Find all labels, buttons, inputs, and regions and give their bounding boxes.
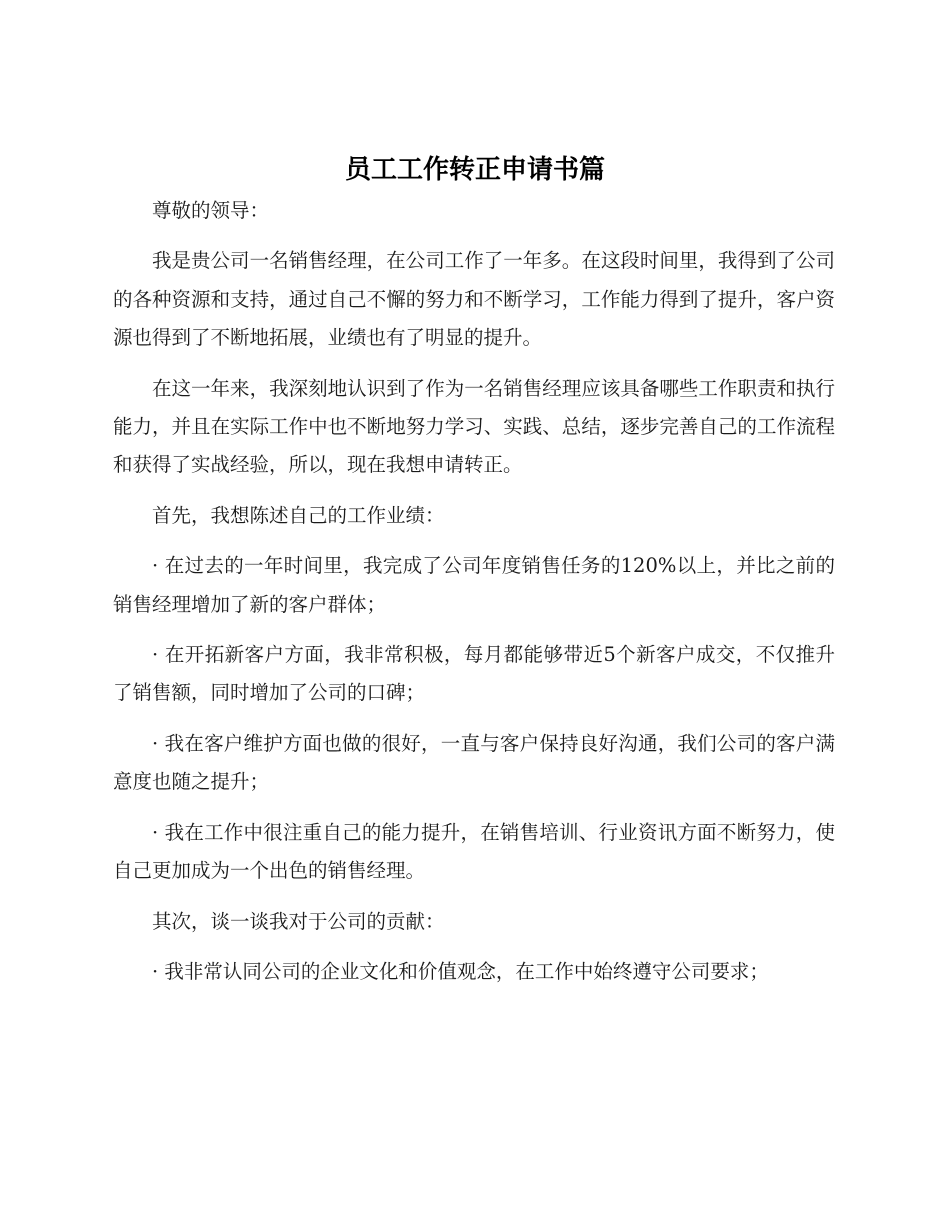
performance-heading: 首先，我想陈述自己的工作业绩： <box>152 503 445 527</box>
contribution-heading: 其次，谈一谈我对于公司的贡献： <box>152 909 445 933</box>
salutation: 尊敬的领导： <box>152 199 270 222</box>
intro-paragraph: 我是贵公司一名销售经理，在公司工作了一年多。在这段时间里，我得到了公司的各种资源和支持，通过自己不懈的努力和不断学习，工作能力得到了提升，客户资源也得到了不断地拓展，业绩也有了明显的提升。 <box>113 249 835 350</box>
document-title: 员工工作转正申请书篇 <box>344 155 605 185</box>
reason-paragraph: 在这一年来，我深刻地认识到了作为一名销售经理应该具备哪些工作职责和执行能力，并且在实际工作中也不断地努力学习、实践、总结，逐步完善自己的工作流程和获得了实战经验，所以，现在我想申请转正。 <box>113 376 835 477</box>
performance-item: · 在开拓新客户方面，我非常积极，每月都能够带近5个新客户成交，不仅推升了销售额，同时增加了公司的口碑； <box>113 643 835 705</box>
performance-item: · 我在工作中很注重自己的能力提升，在销售培训、行业资讯方面不断努力，使自己更加成为一个出色的销售经理。 <box>113 820 835 883</box>
performance-item: · 我在客户维护方面也做的很好，一直与客户保持良好沟通，我们公司的客户满意度也随之提升； <box>113 731 835 794</box>
contribution-item: · 我非常认同公司的企业文化和价值观念，在工作中始终遵守公司要求； <box>152 959 769 983</box>
performance-item: · 在过去的一年时间里，我完成了公司年度销售任务的120%以上，并比之前的销售经理增加了新的客户群体； <box>113 554 835 616</box>
document-body <box>113 192 835 1003</box>
